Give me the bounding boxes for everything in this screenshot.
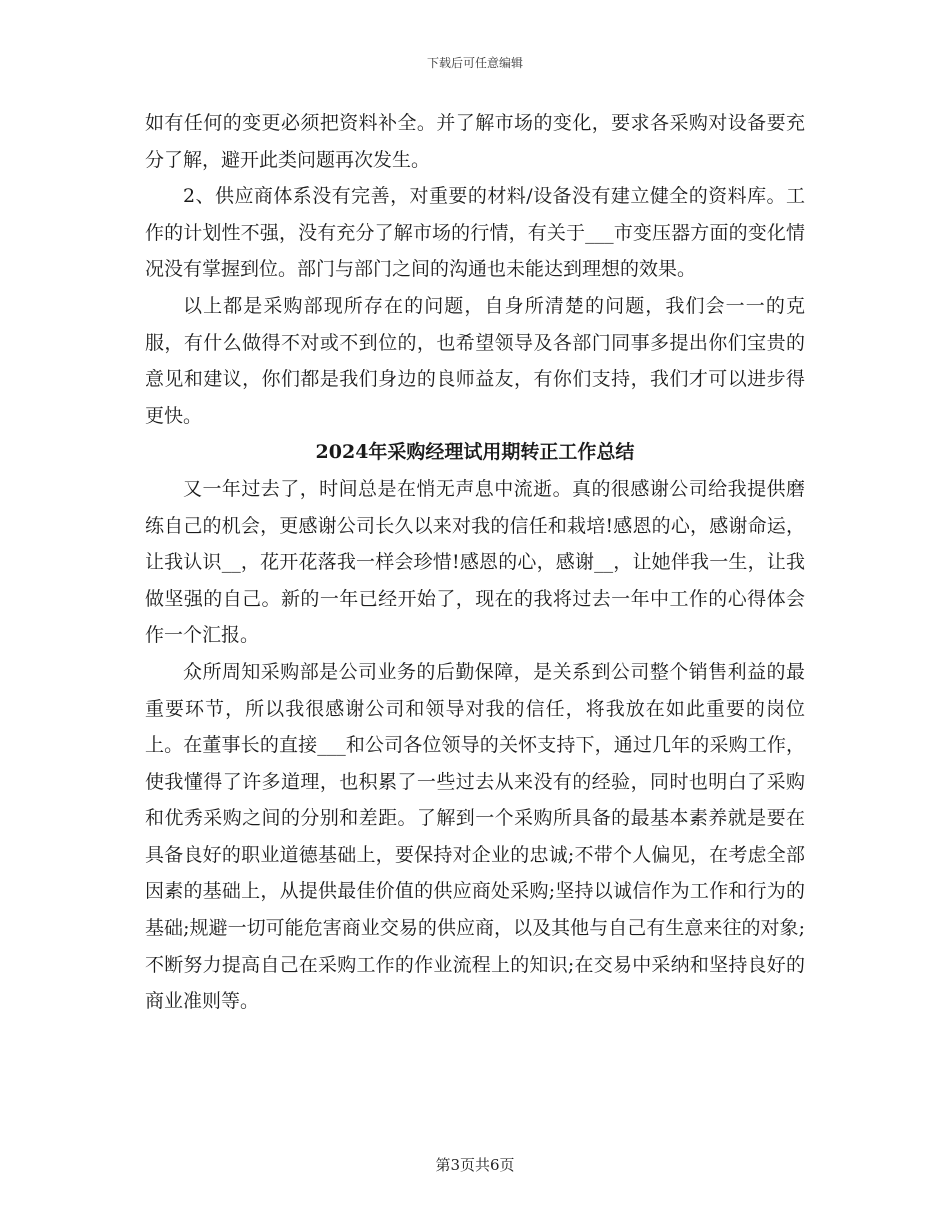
section-heading: 2024年采购经理试用期转正工作总结	[315, 441, 635, 464]
paragraph-1: 如有任何的变更必须把资料补全。并了解市场的变化，要求各采购对设备要充分了解，避开此类问题再次发生。	[145, 112, 805, 171]
paragraph-3: 以上都是采购部现所存在的问题，自身所清楚的问题，我们会一一的克服，有什么做得不对或不到位的，也希望领导及各部门同事多提出你们宝贵的意见和建议，你们都是我们身边的良师益友，有你们支持，我们才可以进步得更快。	[145, 294, 805, 427]
document-body	[145, 105, 805, 1020]
page-footer: 第3页共6页	[435, 1156, 515, 1174]
paragraph-5: 众所周知采购部是公司业务的后勤保障，是关系到公司整个销售利益的最重要环节，所以我很感谢公司和领导对我的信任，将我放在如此重要的岗位上。在董事长的直接___和公司各位领导的关怀支持下，通过几年的采购工作，使我懂得了许多道理，也积累了一些过去从来没有的经验，同时也明白了采购和优秀采购之间的分别和差距。了解到一个采购所具备的最基本素养就是要在具备良好的职业道德基础上，要保持对企业的忠诚;不带个人偏见，在考虑全部因素的基础上，从提供最佳价值的供应商处采购;坚持以诚信作为工作和行为的基础;规避一切可能危害商业交易的供应商，以及其他与自己有生意来往的对象;不断努力提高自己在采购工作的作业流程上的知识;在交易中采纳和坚持良好的商业准则等。	[145, 660, 805, 1013]
page-header: 下载后可任意编辑	[426, 56, 523, 70]
paragraph-4: 又一年过去了，时间总是在悄无声息中流逝。真的很感谢公司给我提供磨练自己的机会，更感谢公司长久以来对我的信任和栽培!感恩的心，感谢命运，让我认识__，花开花落我一样会珍惜!感恩的心，感谢__，让她伴我一生，让我做坚强的自己。新的一年已经开始了，现在的我将过去一年中工作的心得体会作一个汇报。	[145, 477, 805, 647]
paragraph-2: 2、供应商体系没有完善，对重要的材料/设备没有建立健全的资料库。工作的计划性不强，没有充分了解市场的行情，有关于___市变压器方面的变化情况没有掌握到位。部门与部门之间的沟通也未能达到理想的效果。	[145, 185, 805, 281]
